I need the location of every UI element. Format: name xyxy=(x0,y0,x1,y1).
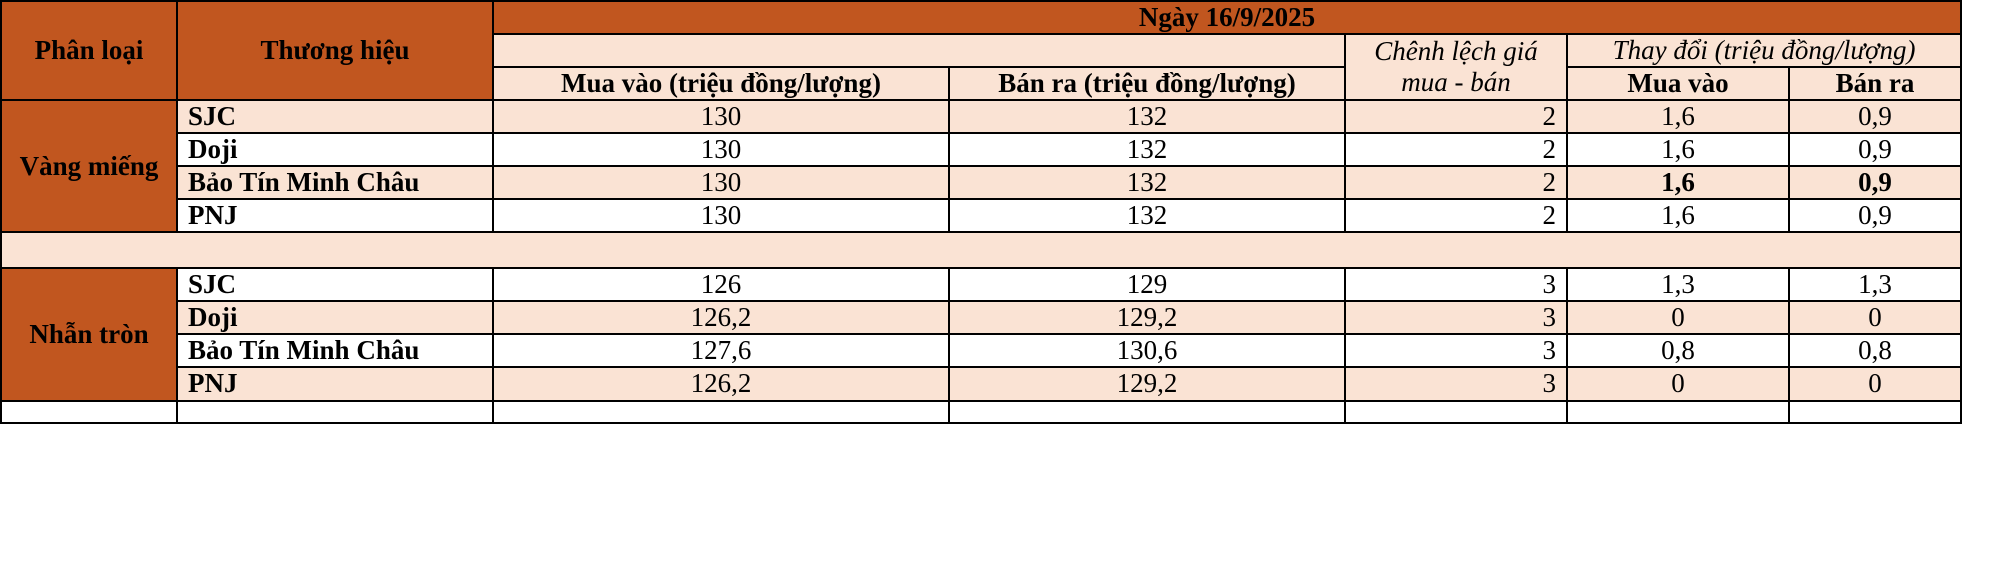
brand-cell: Bảo Tín Minh Châu xyxy=(177,334,493,367)
tail-cell xyxy=(177,401,493,423)
header-date-title: Ngày 16/9/2025 xyxy=(493,1,1961,34)
buy-cell: 127,6 xyxy=(493,334,949,367)
buy-cell: 126 xyxy=(493,268,949,301)
change-buy-cell: 1,6 xyxy=(1567,199,1789,232)
brand-cell: SJC xyxy=(177,100,493,133)
table-bottom-edge-row xyxy=(1,401,1961,423)
header-change-sell: Bán ra xyxy=(1789,67,1961,100)
category-vang-mieng: Vàng miếng xyxy=(1,100,177,232)
change-sell-cell: 0 xyxy=(1789,367,1961,400)
spread-cell: 3 xyxy=(1345,301,1567,334)
tail-cell xyxy=(1789,401,1961,423)
table-row xyxy=(1,268,1961,301)
change-sell-cell: 1,3 xyxy=(1789,268,1961,301)
table-row xyxy=(1,334,1961,367)
header-brand: Thương hiệu xyxy=(177,1,493,100)
change-buy-cell: 0 xyxy=(1567,301,1789,334)
tail-cell xyxy=(493,401,949,423)
change-buy-cell: 1,3 xyxy=(1567,268,1789,301)
header-spread: Chênh lệch giá mua - bán xyxy=(1345,34,1567,100)
separator-cell xyxy=(1,232,1961,268)
spread-cell: 2 xyxy=(1345,199,1567,232)
change-buy-cell: 1,6 xyxy=(1567,166,1789,199)
buy-cell: 130 xyxy=(493,199,949,232)
change-sell-cell: 0,9 xyxy=(1789,100,1961,133)
brand-cell: SJC xyxy=(177,268,493,301)
spread-cell: 2 xyxy=(1345,133,1567,166)
header-row-date xyxy=(1,1,1961,34)
spread-cell: 2 xyxy=(1345,100,1567,133)
brand-cell: Doji xyxy=(177,301,493,334)
table-row xyxy=(1,367,1961,400)
brand-cell: Doji xyxy=(177,133,493,166)
change-sell-cell: 0,9 xyxy=(1789,133,1961,166)
header-change-buy: Mua vào xyxy=(1567,67,1789,100)
header-category: Phân loại xyxy=(1,1,177,100)
sell-cell: 132 xyxy=(949,199,1345,232)
buy-cell: 130 xyxy=(493,133,949,166)
sell-cell: 129,2 xyxy=(949,301,1345,334)
tail-cell xyxy=(1345,401,1567,423)
group-separator-row xyxy=(1,232,1961,268)
brand-cell: PNJ xyxy=(177,367,493,400)
change-sell-cell: 0,8 xyxy=(1789,334,1961,367)
table-row xyxy=(1,166,1961,199)
change-sell-cell: 0,9 xyxy=(1789,166,1961,199)
spread-cell: 3 xyxy=(1345,334,1567,367)
header-price-spacer xyxy=(493,34,1345,67)
table-row xyxy=(1,133,1961,166)
change-buy-cell: 1,6 xyxy=(1567,100,1789,133)
sell-cell: 130,6 xyxy=(949,334,1345,367)
change-sell-cell: 0,9 xyxy=(1789,199,1961,232)
header-change: Thay đổi (triệu đồng/lượng) xyxy=(1567,34,1961,67)
buy-cell: 130 xyxy=(493,166,949,199)
buy-cell: 130 xyxy=(493,100,949,133)
change-buy-cell: 0,8 xyxy=(1567,334,1789,367)
sell-cell: 129 xyxy=(949,268,1345,301)
buy-cell: 126,2 xyxy=(493,367,949,400)
table-row xyxy=(1,199,1961,232)
header-sell: Bán ra (triệu đồng/lượng) xyxy=(949,67,1345,100)
brand-cell: Bảo Tín Minh Châu xyxy=(177,166,493,199)
buy-cell: 126,2 xyxy=(493,301,949,334)
spread-cell: 3 xyxy=(1345,367,1567,400)
spread-cell: 2 xyxy=(1345,166,1567,199)
sell-cell: 132 xyxy=(949,166,1345,199)
change-buy-cell: 0 xyxy=(1567,367,1789,400)
sell-cell: 129,2 xyxy=(949,367,1345,400)
change-sell-cell: 0 xyxy=(1789,301,1961,334)
sell-cell: 132 xyxy=(949,100,1345,133)
table-row xyxy=(1,100,1961,133)
tail-cell xyxy=(1567,401,1789,423)
header-buy: Mua vào (triệu đồng/lượng) xyxy=(493,67,949,100)
table-row xyxy=(1,301,1961,334)
brand-cell: PNJ xyxy=(177,199,493,232)
sell-cell: 132 xyxy=(949,133,1345,166)
tail-cell xyxy=(1,401,177,423)
change-buy-cell: 1,6 xyxy=(1567,133,1789,166)
tail-cell xyxy=(949,401,1345,423)
category-nhan-tron: Nhẫn tròn xyxy=(1,268,177,400)
spread-cell: 3 xyxy=(1345,268,1567,301)
